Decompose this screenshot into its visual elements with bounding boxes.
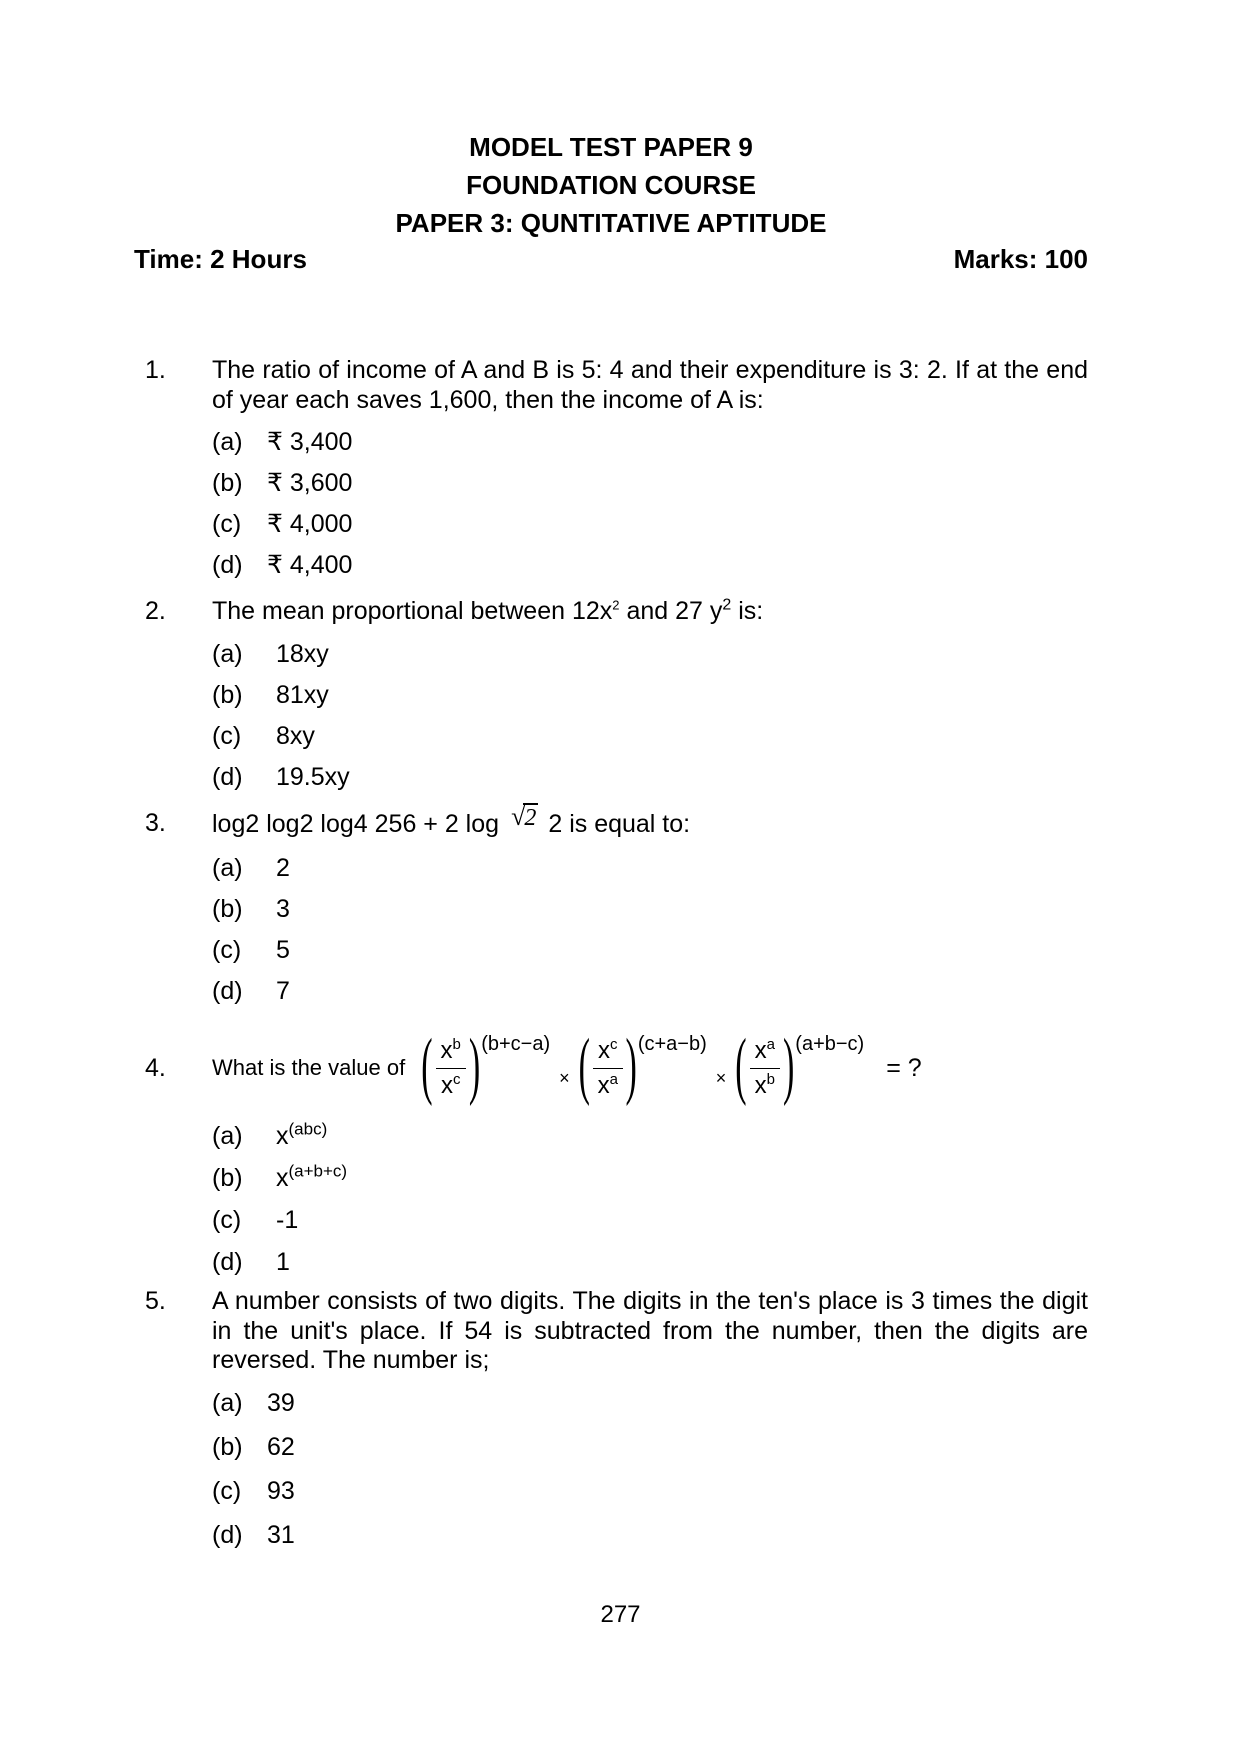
option-value: -1 (276, 1206, 299, 1234)
option-c (212, 1476, 1088, 1506)
option-c (212, 721, 1088, 751)
option-b (212, 468, 1088, 498)
option-label: (b) (212, 680, 243, 709)
option-value: 1 (276, 1248, 290, 1276)
options-list (212, 427, 1088, 580)
option-value: 18xy (276, 639, 329, 668)
option-value: ₹ 4,400 (267, 551, 353, 579)
option-d (212, 550, 1088, 580)
marks-label: Marks: 100 (953, 244, 1088, 274)
option-value: 39 (267, 1388, 295, 1417)
option-label: (c) (212, 1476, 242, 1505)
option-label: (c) (212, 935, 242, 964)
option-value: 93 (267, 1476, 295, 1505)
sqrt-radical (511, 802, 538, 834)
question-2 (145, 597, 1088, 792)
superscript: 2 (722, 596, 732, 614)
option-label: (d) (212, 1520, 243, 1549)
question-number: 2. (145, 597, 166, 625)
option-value: 8xy (276, 721, 315, 750)
option-a (212, 1121, 1088, 1151)
option-d (212, 1247, 1088, 1277)
option-label: (d) (212, 762, 243, 791)
option-d (212, 762, 1088, 792)
option-value: 62 (267, 1432, 295, 1461)
multiply-sign: × (715, 1067, 727, 1088)
right-paren: ) (468, 1026, 481, 1108)
option-value: $x^{(a+b+c)}$ (276, 1161, 348, 1192)
option-value: 81xy (276, 680, 329, 709)
option-label: (a) (212, 1122, 243, 1150)
exponent: (b+c−a) (481, 1032, 551, 1055)
option-b (212, 1432, 1088, 1462)
option-value: ₹ 4,000 (267, 510, 353, 538)
course-title: FOUNDATION COURSE (466, 170, 756, 200)
question-body (212, 597, 1088, 792)
options-list (212, 1121, 1088, 1277)
option-label: (b) (212, 469, 243, 497)
option-a (212, 427, 1088, 457)
time-marks-row (134, 244, 1088, 274)
option-b (212, 1163, 1088, 1193)
option-label: (b) (212, 1432, 243, 1461)
radical-sign: √ (511, 802, 524, 831)
question-body (212, 802, 1088, 1006)
numerator: $x^c$ (593, 1037, 623, 1069)
option-label: (a) (212, 853, 243, 882)
option-label: (a) (212, 639, 243, 668)
denominator: $x^a$ (597, 1070, 618, 1099)
paper-title: MODEL TEST PAPER 9 (469, 132, 753, 162)
option-value: 3 (276, 894, 290, 923)
left-paren: ( (578, 1026, 590, 1108)
denominator: $x^c$ (440, 1070, 461, 1099)
option-c (212, 1205, 1088, 1235)
option-a (212, 853, 1088, 883)
fraction-group-2 (578, 1026, 707, 1108)
option-value: ₹ 3,400 (267, 428, 353, 456)
right-paren: ) (625, 1026, 637, 1108)
page-number: 277 (600, 1601, 641, 1628)
question-body (212, 1287, 1088, 1550)
question-text: What is the value of (212, 1055, 406, 1080)
question-text: A number consists of two digits. The digits in the ten's place is 3 times the digit in the unit's place. If 54 is subtracted from the number, then the digits are reversed. The number is; (212, 1287, 1088, 1374)
question-text: The ratio of income of A and B is 5: 4 and their expenditure is 3: 2. If at the end of year each saves 1,600, then the income of A is: (212, 356, 1088, 414)
options-list (212, 853, 1088, 1006)
option-d (212, 1520, 1088, 1550)
exponent: (a+b−c) (795, 1032, 865, 1055)
question-number: 5. (145, 1287, 166, 1315)
multiply-sign: × (559, 1067, 570, 1088)
option-label: (c) (212, 721, 242, 750)
superscript: 2 (612, 597, 620, 613)
option-c (212, 935, 1088, 965)
option-label: (c) (212, 510, 242, 538)
question-number: 4. (145, 1054, 166, 1082)
right-paren: ) (782, 1026, 795, 1108)
text-segment: 2 is equal to: (548, 810, 691, 838)
option-label: (b) (212, 894, 243, 923)
fraction (436, 1037, 466, 1100)
option-value: 7 (276, 976, 290, 1005)
option-value: $x^{(abc)}$ (276, 1119, 328, 1150)
option-b (212, 680, 1088, 710)
options-list (212, 639, 1088, 792)
option-b (212, 894, 1088, 924)
fraction (750, 1037, 780, 1100)
question-number: 3. (145, 809, 166, 837)
text-segment: is: (731, 597, 764, 625)
text-segment: log2 log2 log4 256 + 2 log (212, 810, 500, 838)
question-4 (145, 1020, 1088, 1277)
option-value: 31 (267, 1520, 295, 1549)
denominator: $x^b$ (754, 1070, 775, 1099)
exponent: (c+a−b) (637, 1032, 707, 1055)
question-formula-line (212, 1020, 1088, 1116)
option-label: (c) (212, 1206, 242, 1234)
option-label: (b) (212, 1164, 243, 1192)
question-number: 1. (145, 356, 166, 384)
option-c (212, 509, 1088, 539)
option-label: (a) (212, 428, 243, 456)
option-value: 19.5xy (276, 762, 350, 791)
paper-subtitle: PAPER 3: QUNTITATIVE APTITUDE (395, 208, 827, 238)
option-d (212, 976, 1088, 1006)
fraction-group-1 (421, 1026, 551, 1108)
question-body (212, 356, 1088, 580)
question-text (212, 802, 1088, 841)
equals-question: = ? (886, 1053, 922, 1082)
option-a (212, 1388, 1088, 1418)
question-text (212, 597, 1088, 627)
question-1 (145, 356, 1088, 580)
option-label: (d) (212, 551, 243, 579)
option-a (212, 639, 1088, 669)
formula (421, 1026, 922, 1108)
numerator: $x^b$ (436, 1037, 466, 1069)
text-segment: and 27 y (619, 597, 723, 625)
fraction-group-3 (735, 1026, 865, 1108)
option-value: ₹ 3,600 (267, 469, 353, 497)
question-body (212, 1020, 1088, 1277)
time-label: Time: 2 Hours (134, 244, 307, 274)
option-value: 5 (276, 935, 290, 964)
left-paren: ( (421, 1026, 433, 1108)
text-segment: The mean proportional between 12x (212, 597, 613, 625)
question-5 (145, 1287, 1088, 1550)
left-paren: ( (735, 1026, 747, 1108)
question-3 (145, 802, 1088, 1006)
options-list (212, 1388, 1088, 1550)
option-label: (d) (212, 1248, 243, 1276)
option-value: 2 (276, 853, 290, 882)
numerator: $x^a$ (750, 1037, 780, 1069)
fraction (593, 1037, 623, 1100)
option-label: (a) (212, 1388, 243, 1417)
radicand: 2 (524, 805, 537, 831)
document-header (134, 128, 1088, 242)
option-label: (d) (212, 976, 243, 1005)
